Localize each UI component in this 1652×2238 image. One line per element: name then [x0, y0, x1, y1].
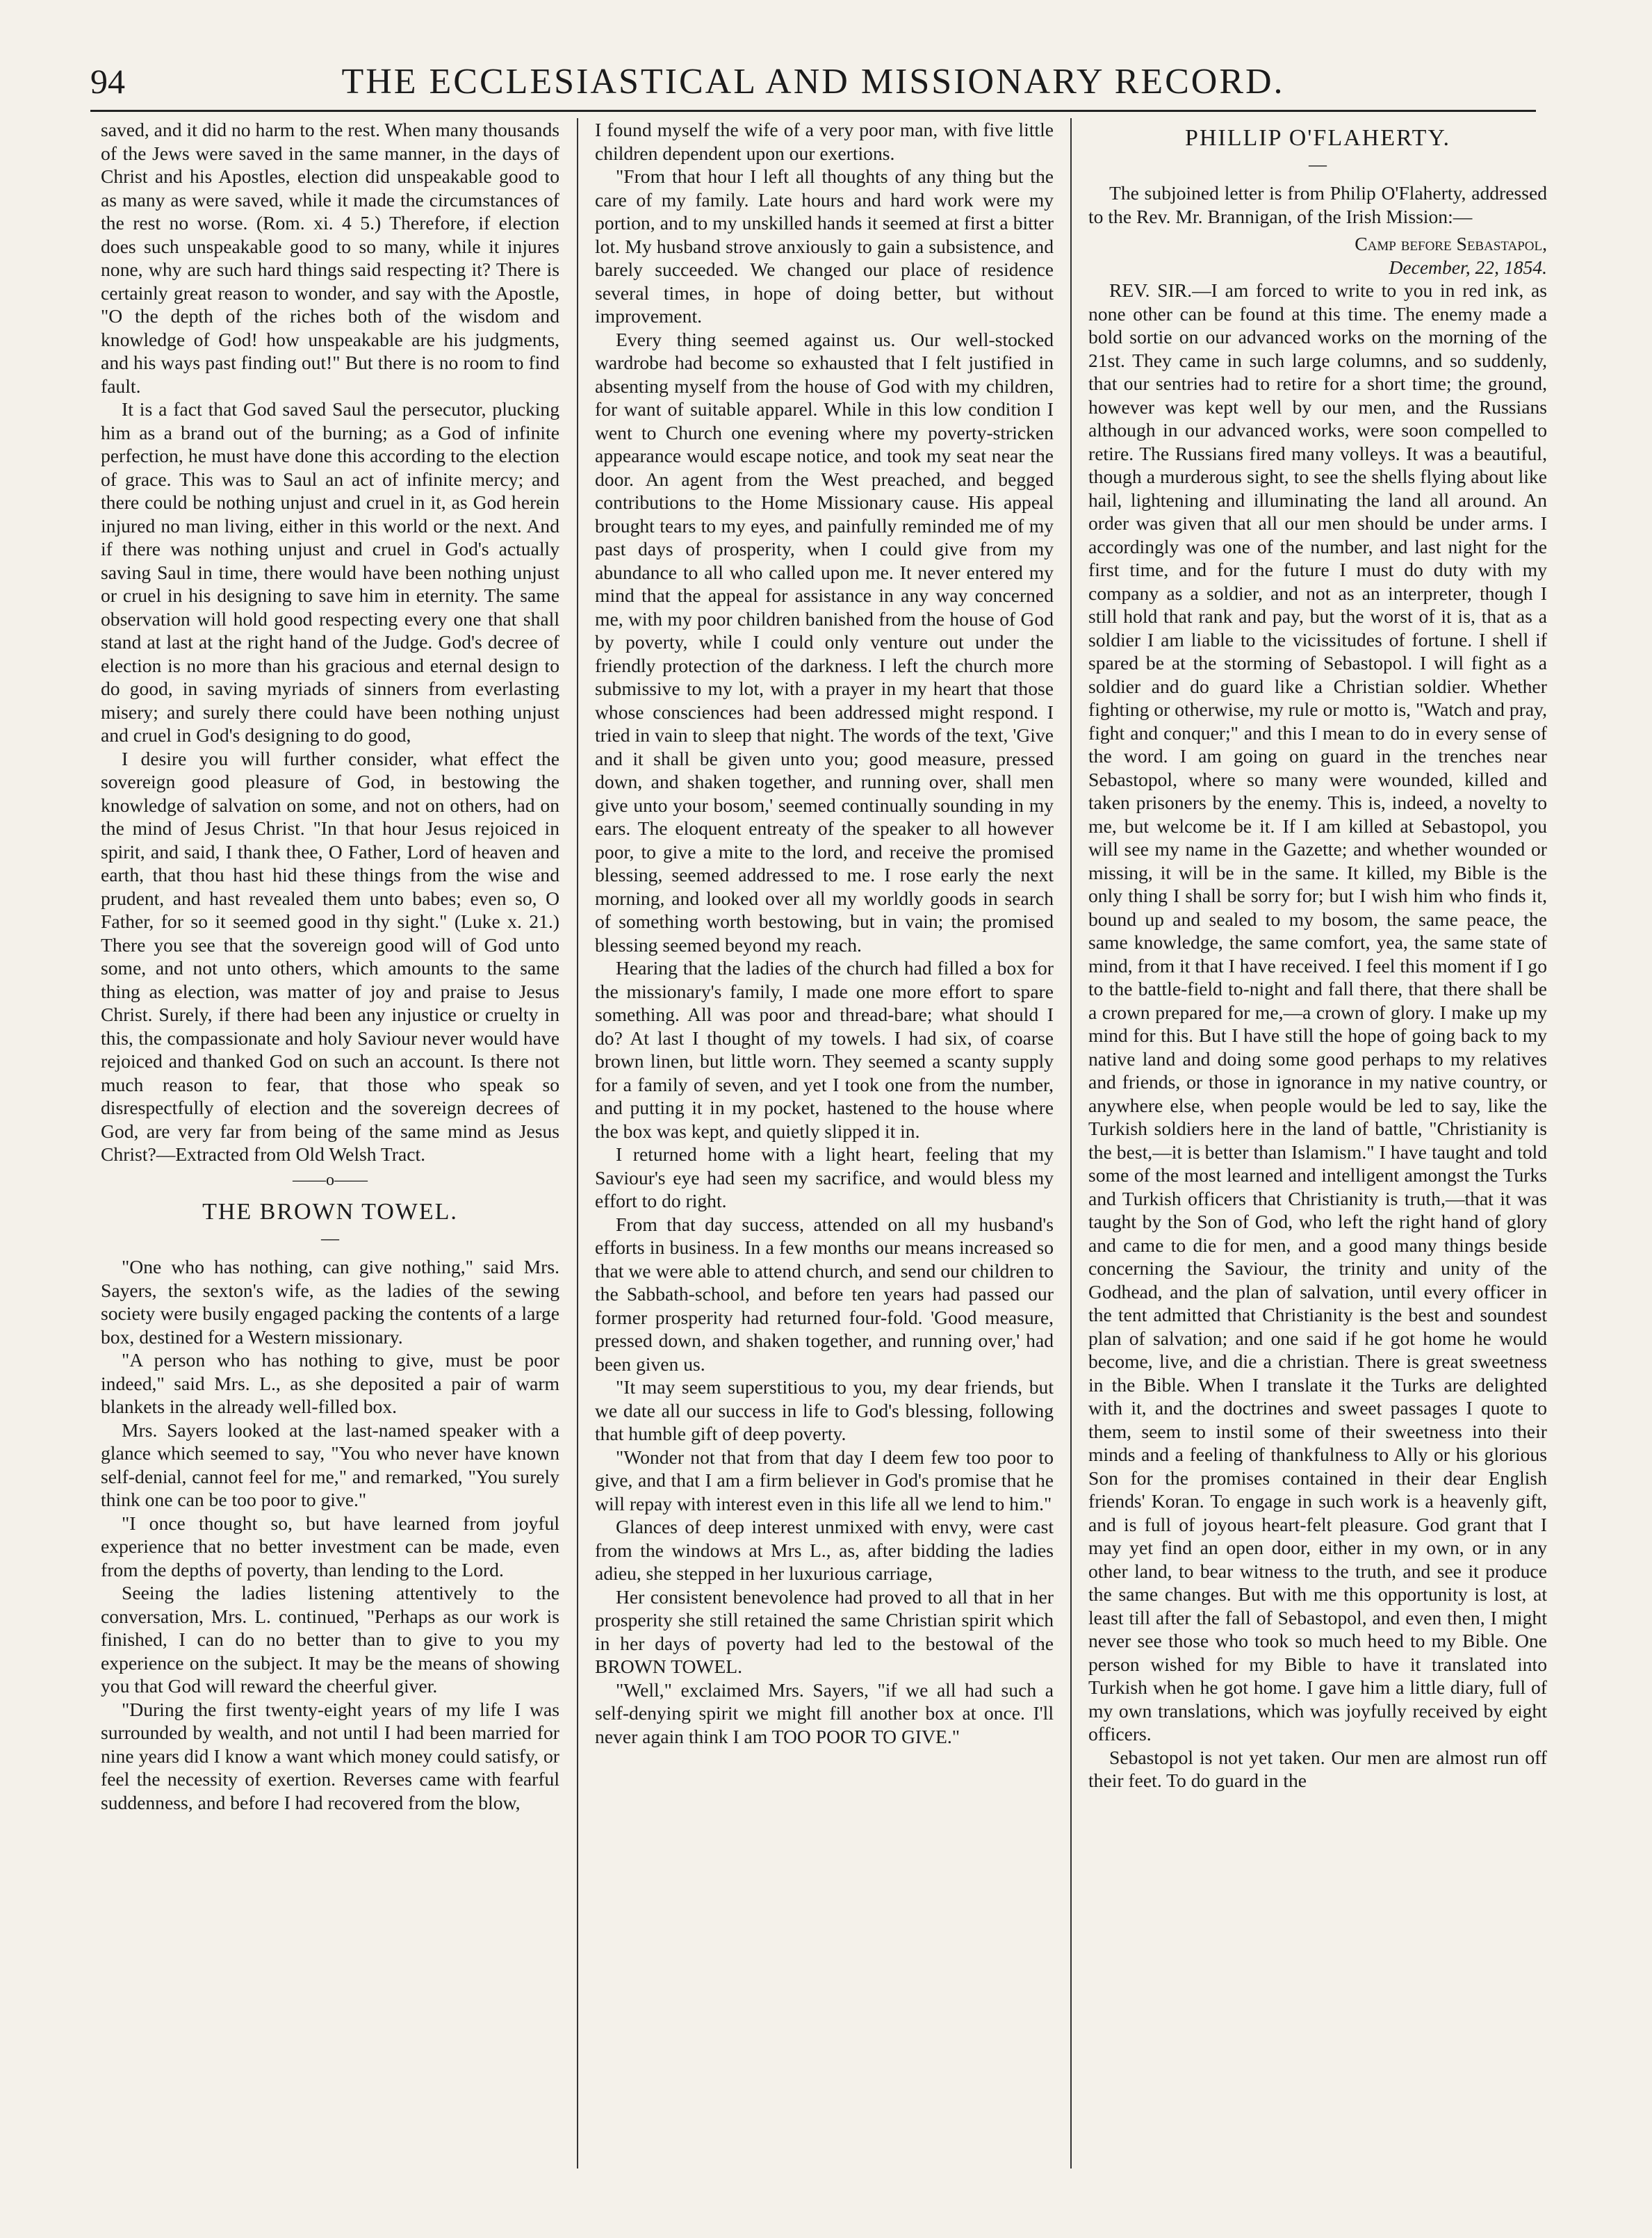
- paragraph: saved, and it did no harm to the rest. When many thousands of the Jews were saved in the same manner, in the days of Christ and his Apostles, election did unspeakable good to as many as were saved, while it made the circumstances of the rest no worse. (Rom. xi. 4 5.) Therefore, if election does such unspeakable good to so many, while it injures none, why are such hard things said respecting it? There is certainly great reason to wonder, and say with the Apostle, "O the depth of the riches both of the wisdom and knowledge of God! how unspeakable are his judgments, and his ways past finding out!" But there is no room to find fault.: [101, 119, 559, 397]
- paragraph: Glances of deep interest unmixed with envy, were cast from the windows at Mrs L., as, after bidding the ladies adieu, she stepped in her luxurious carriage,: [595, 1516, 1054, 1584]
- heading-dash: —: [321, 1227, 339, 1248]
- page-number: 94: [90, 62, 125, 101]
- paragraph: "I once thought so, but have learned from joyful experience that no better investment can be made, even from the depths of poverty, than lending to the Lord.: [101, 1512, 559, 1581]
- paragraph: "During the first twenty-eight years of my life I was surrounded by wealth, and not until I had been married for nine years did I know a want which money could satisfy, or feel the necessity of exertion. Reverses came with fearful suddenness, and before I had recovered from the blow,: [101, 1698, 559, 1813]
- section-ornament: ——o——: [293, 1170, 368, 1189]
- paragraph: "From that hour I left all thoughts of any thing but the care of my family. Late hours and hard work were my portion, and to my unskilled hands it seemed at first a bitter lot. My husband strove anxiously to gain a subsistence, and barely succeeded. We changed our place of residence several times, in hope of doing better, but without improvement.: [595, 165, 1054, 327]
- paragraph: "One who has nothing, can give nothing," said Mrs. Sayers, the sexton's wife, as the ladies of the sewing society were busily engaged packing the contents of a large box, destined for a Western missionary.: [101, 1256, 559, 1348]
- paragraph: "A person who has nothing to give, must be poor indeed," said Mrs. L., as she deposited a pair of warm blankets in the already well-filled box.: [101, 1349, 559, 1417]
- paragraph: REV. SIR.—I am forced to write to you in red ink, as none other can be found at this time. The enemy made a bold sortie on our advanced works on the morning of the 21st. They came in such large columns, and so suddenly, that our sentries had to retire for a short time; the ground, however was kept well by our men, and the Russians although in our advanced works, were soon compelled to retire. The Russians fired many volleys. It was a beautiful, though a murderous sight, to see the shells flying about like hail, lightening and illuminating the land all around. An order was given that all our men should be under arms. I accordingly was one of the number, and last night for the first time, and for the future I must do duty with my company as a soldier, and not as an interpreter, though I still hold that rank and pay, but the worst of it is, that as a soldier I am liable to the vicissitudes of fortune. I shell if spared be at the storming of Sebastopol. I will fight as a soldier and do guard like a Christian soldier. Whether fighting or otherwise, my rule or motto is, "Watch and pray, fight and conquer;" and this I mean to do in every sense of the word. I am going on guard in the trenches near Sebastopol, where so many were wounded, killed and taken prisoners by the enemy. This is, indeed, a novelty to me, but welcome be it. If I am killed at Sebastopol, you will see my name in the Gazette; and whether wounded or missing, it will be in the same. It killed, my Bible is the only thing I shall be sorry for; but I wish him who finds it, bound up and sealed to my bosom, the same peace, the same knowledge, the same comfort, yea, the same state of mind, from it that I have received. I feel this moment if I go to the battle-field to-night and fall there, that there shall be a crown prepared for me,—a crown of glory. I make up my mind for this. But I have still the hope of going back to my native land and doing some good perhaps to my relatives and friends, or those in ignorance in my native country, or anywhere else, when people would be led to say, like the Turkish soldiers here in the land of battle, "Christianity is the best,—it is better than Islamism." I have taught and told some of the most learned and intelligent amongst the Turks and Turkish officers that Christianity is truth,—that it was taught by the Son of God, who left the right hand of glory and came to die for men, and a good many things beside concerning the Saviour, the trinity and unity of the Godhead, and the plan of salvation, until every officer in the tent admitted that Christianity is the best and soundest plan of salvation; and one said if he got home he would become, live, and die a christian. There is great sweetness in the Bible. When I translate it the Turks are delighted with it, and the doctrines and sweet passages I quote to them, seem to instil some of their sweetness into their minds and a feeling of thankfulness to Ally or his glorious Son for the promises contained in their dear English friends' Koran. To engage in such work is a heavenly gift, and is full of joyous heart-felt pleasure. God grant that I may yet find an open door, either in my own, or in any other land, to bear witness to the truth, and see it produce the same changes. But with me this opportunity is lost, at least till after the fall of Sebastopol, and even then, I might never see those who took so much heed to my Bible. One person wished for my Bible to have it translated into Turkish when he got home. I gave him a little diary, full of my own translations, which was joyfully received by eight officers.: [1088, 279, 1547, 1745]
- paragraph: "It may seem superstitious to you, my dear friends, but we date all our success in life to God's blessing, following that humble gift of deep poverty.: [595, 1376, 1054, 1444]
- column-divider-1: [577, 118, 578, 2168]
- paragraph: "Wonder not that from that day I deem few too poor to give, and that I am a firm believer in God's promise that he will repay with interest even in this life all we lend to him.": [595, 1446, 1054, 1514]
- paragraph: Seeing the ladies listening attentively to the conversation, Mrs. L. continued, "Perhaps as our work is finished, I can do no better than to give to you my experience on the subject. It may be the means of showing you that God will reward the cheerful giver.: [101, 1582, 559, 1697]
- letter-location: Camp before Sebastapol,: [1355, 233, 1547, 254]
- paragraph: I found myself the wife of a very poor man, with five little children dependent upon our exertions.: [595, 119, 1054, 164]
- article-heading-flaherty: PHILLIP O'FLAHERTY.: [1184, 125, 1451, 151]
- paragraph: Mrs. Sayers looked at the last-named speaker with a glance which seemed to say, "You who never have known self-denial, cannot feel for me," and remarked, "You surely think one can be too poor to give.": [101, 1419, 559, 1510]
- column-2: [595, 118, 1054, 2175]
- paragraph: From that day success, attended on all my husband's efforts in business. In a few months our means increased so that we were able to attend church, and send our children to the Sabbath-school, and before ten years had passed our former prosperity had returned four-fold. 'Good measure, pressed down, and shaken together, and running over,' had been given us.: [595, 1213, 1054, 1375]
- journal-title: THE ECCLESIASTICAL AND MISSIONARY RECORD.: [341, 62, 1285, 101]
- paragraph: It is a fact that God saved Saul the persecutor, plucking him as a brand out of the burning; as a God of infinite perfection, he must have done this according to the election of grace. This was to Saul an act of infinite mercy; and there could be nothing unjust and cruel in it, as God herein injured no man living, either in this world or the next. And if there was nothing unjust and cruel in God's actually saving Saul in time, there would have been nothing unjust or cruel in his designing to save him in eternity. The same observation will hold good respecting every one that shall stand at last at the right hand of the Judge. God's decree of election is no more than his gracious and eternal design to do good, in saving myriads of sinners from everlasting misery; and surely there could have been nothing unjust and cruel in God's designing to do good,: [101, 398, 559, 746]
- paragraph: The subjoined letter is from Philip O'Flaherty, addressed to the Rev. Mr. Brannigan, of the Irish Mission:—: [1088, 182, 1547, 227]
- column-1: [101, 118, 559, 2175]
- page-header: [90, 61, 1536, 110]
- article-heading-brown-towel: THE BROWN TOWEL.: [202, 1199, 458, 1225]
- paragraph: Every thing seemed against us. Our well-stocked wardrobe had become so exhausted that I felt justified in absenting myself from the house of God with my children, for want of suitable apparel. While in this low condition I went to Church one evening where my poverty-stricken appearance would escape notice, and took my seat near the door. An agent from the West preached, and begged contributions to the Home Missionary cause. His appeal brought tears to my eyes, and painfully reminded me of my past days of prosperity, when I could give from my abundance to all who called upon me. It never entered my mind that the appeal for assistance in any way concerned me, with my poor children banished from the house of God by poverty, while I could only venture out under the friendly protection of the darkness. I left the church more submissive to my lot, with a prayer in my heart that those whose consciences had been addressed might respond. I tried in vain to sleep that night. The words of the text, 'Give and it shall be given unto you; good measure, pressed down, and shaken together, and running over, shall men give unto your bosom,' seemed continually sounding in my ears. The eloquent entreaty of the speaker to all however poor, to give a mite to the lord, and receive the promised blessing, seemed addressed to me. I rose early the next morning, and looked over all my worldly goods in search of something worth bestowing, but in vain; the promised blessing seemed beyond my reach.: [595, 328, 1054, 956]
- paragraph: I desire you will further consider, what effect the sovereign good pleasure of God, in bestowing the knowledge of salvation on some, and not on others, had on the mind of Jesus Christ. "In that hour Jesus rejoiced in spirit, and said, I thank thee, O Father, Lord of heaven and earth, that thou hast hid these things from the wise and prudent, and hast revealed them unto babes; even so, O Father, for so it seemed good in thy sight." (Luke x. 21.) There you see that the sovereign good will of God unto some, and not unto others, which amounts to the same thing as election, was matter of joy and praise to Jesus Christ. Surely, if there had been any injustice or cruelty in this, the compassionate and holy Saviour never would have rejoiced and thanked God on such an account. Is there not much reason to fear, that those who speak so disrespectfully of election and the sovereign decrees of God, are very far from being of the same mind as Jesus Christ?—Extracted from Old Welsh Tract.: [101, 747, 559, 1165]
- header-rule: [90, 110, 1536, 112]
- heading-dash: —: [1309, 154, 1327, 174]
- paragraph: "Well," exclaimed Mrs. Sayers, "if we all had such a self-denying spirit we might fill another box at once. I'll never again think I am TOO POOR TO GIVE.": [595, 1678, 1054, 1747]
- paragraph: Her consistent benevolence had proved to all that in her prosperity she still retained the same Christian spirit which in her days of poverty had led to the bestowal of the BROWN TOWEL.: [595, 1585, 1054, 1677]
- column-3: [1088, 118, 1547, 2175]
- paragraph: I returned home with a light heart, feeling that my Saviour's eye had seen my sacrifice, and would bless my effort to do right.: [595, 1143, 1054, 1211]
- paragraph: Hearing that the ladies of the church had filled a box for the missionary's family, I made one more effort to spare something. All was poor and thread-bare; what should I do? At last I thought of my towels. I had six, of coarse brown linen, but little worn. They seemed a scanty supply for a family of seven, and yet I took one from the number, and putting it in my pocket, hastened to the house where the box was kept, and quietly slipped it in.: [595, 957, 1054, 1142]
- letter-date: December, 22, 1854.: [1389, 256, 1547, 278]
- column-divider-2: [1070, 118, 1072, 2168]
- paragraph: Sebastopol is not yet taken. Our men are almost run off their feet. To do guard in the: [1088, 1746, 1547, 1791]
